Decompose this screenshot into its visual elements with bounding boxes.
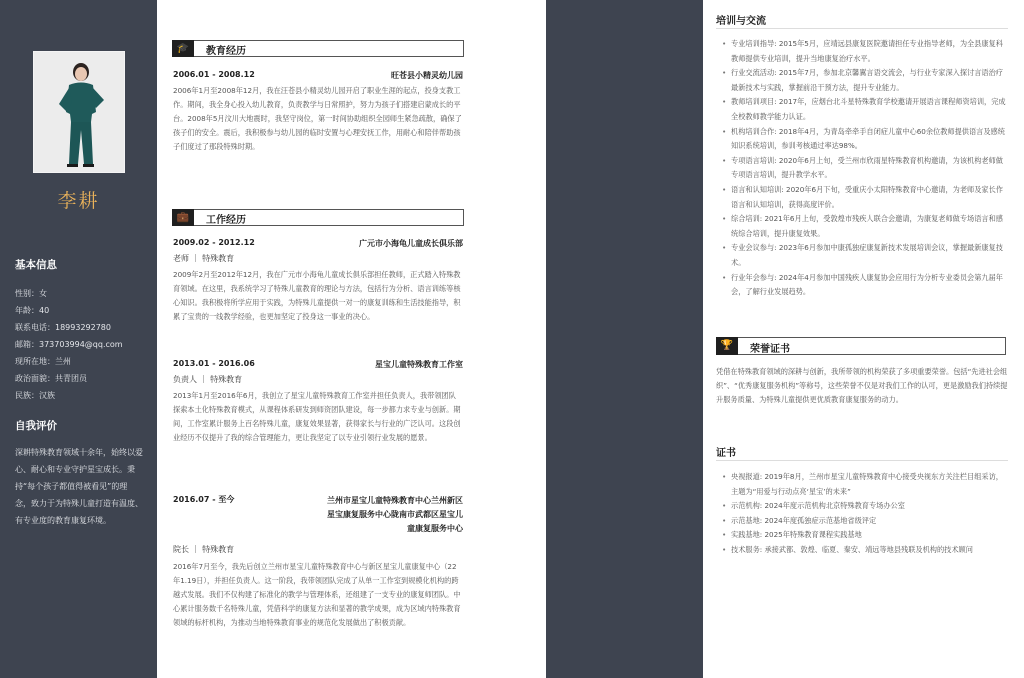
job-text: 2009年2月至2012年12月，我在广元市小海龟儿童成长俱乐部担任教师，正式踏入特殊教育领域。在这里，我系统学习了特殊儿童教育的理论与方法，包括行为分析、语言训练等核心知识。我积极将所学应用于实践，为特殊儿童提供一对一的康复训练和生活技能指导，积累了宝贵的一线教学经验，也更加坚定了投身这一事业的决心。 <box>173 270 461 321</box>
page-gap <box>478 0 546 678</box>
list-item: • 央视报道: 2019年8月，兰州市星宝儿童特殊教育中心接受央视东方关注栏目组采访，主题为“用爱与行动点亮‘星宝’的未来” <box>722 470 1008 499</box>
honor-section-header <box>716 337 1006 355</box>
location: 现所在地：兰州 <box>15 357 71 366</box>
job-org: 星宝儿童特殊教育工作室 <box>375 360 463 369</box>
list-item: • 专项语言培训: 2020年6月上旬，受兰州市欣雨星特殊教育机构邀请，为该机构老师做专项语言培训，提升教学水平。 <box>722 154 1008 183</box>
list-item: • 专业培训指导: 2015年5月，应靖远县康复医院邀请担任专业指导老师，为全县康复科教师提供专业培训，提升当地康复治疗水平。 <box>722 37 1008 66</box>
certificates-title: 证书 <box>716 448 736 459</box>
job-period: 2013.01 - 2016.06 <box>173 359 255 368</box>
education-section-header <box>172 40 464 57</box>
list-item: • 示范基地: 2024年度孤独症示范基地省级评定 <box>722 514 1008 529</box>
job-role: 老师 ｜ 特殊教育 <box>173 254 235 263</box>
basic-info-list <box>15 285 123 404</box>
honor-text: 凭借在特殊教育领域的深耕与创新，我所带领的机构荣获了多项重要荣誉。包括“先进社会组织”、“优秀康复服务机构”等称号，这些荣誉不仅是对我们工作的认可，更是激励我们持续提升服务质量、为特殊儿童提供更优质教育康复服务的动力。 <box>716 367 1008 404</box>
job-text: 2016年7月至今，我先后创立兰州市星宝儿童特殊教育中心与新区星宝儿童康复中心（22年1.19日），并担任负责人。这一阶段，我带领团队完成了从单一工作室到规模化机构的跨越式发展。我们不仅构建了标准化的教学与管理体系，还组建了一支专业的康复师团队。中心累计服务数千名特殊儿童，凭借科学的康复方法和显著的教学成果，成为区域内特殊教育领域的标杆机构，为推动当地特殊教育事业的规范化发展做出了积极贡献。 <box>173 562 461 627</box>
job-row-1 <box>173 238 463 247</box>
work-section-header <box>172 209 464 226</box>
gender: 性别：女 <box>15 289 47 298</box>
basic-info-title: 基本信息 <box>15 259 57 271</box>
list-item: • 技术服务: 承接武都、敦煌、临夏、秦安、靖远等地县残联及机构的技术顾问 <box>722 543 1008 558</box>
job-period: 2009.02 - 2012.12 <box>173 238 255 247</box>
phone: 联系电话：18993292780 <box>15 323 111 332</box>
divider <box>716 460 1008 461</box>
training-title: 培训与交流 <box>716 16 766 27</box>
certificates-list <box>722 470 1008 558</box>
list-item: • 综合培训: 2021年6月上旬，受敦煌市残疾人联合会邀请，为康复老师做专场语言和感统综合培训，提升康复效果。 <box>722 212 1008 241</box>
education-row <box>173 70 463 79</box>
list-item: • 教师培训项目: 2017年，应烟台北斗星特殊教育学校邀请开展语言课程师资培训，完成全校教师教学能力认证。 <box>722 95 1008 124</box>
job-role: 负责人 ｜ 特殊教育 <box>173 375 243 384</box>
email: 邮箱：373703994@qq.com <box>15 340 123 349</box>
divider <box>716 28 1008 29</box>
job-period: 2016.07 - 至今 <box>173 495 235 504</box>
job-org: 广元市小海龟儿童成长俱乐部 <box>359 239 463 248</box>
list-item: • 示范机构: 2024年度示范机构北京特殊教育专场办公室 <box>722 499 1008 514</box>
job-text: 2013年1月至2016年6月，我创立了星宝儿童特殊教育工作室并担任负责人，我带领团队探索本土化特殊教育模式，从课程体系研发到师资团队建设，每一步都力求专业与创新。期间，工作室累计服务上百名特殊儿童，康复效果显著，获得家长与行业的广泛认可。这段创业经历不仅提升了我的综合管理能力，更让我坚定了以专业引领行业发展的愿景。 <box>173 391 461 442</box>
sidebar <box>0 0 157 678</box>
self-evaluation-text: 深耕特殊教育领域十余年，始终以爱心、耐心和专业守护星宝成长。秉持“每个孩子都值得被看见”的理念，致力于为特殊儿童打造有温度、有专业度的教育康复环境。 <box>15 448 143 525</box>
list-item: • 专业会议参与: 2023年6月参加中康孤独症康复新技术发展培训会议，掌握最新康复技术。 <box>722 241 1008 270</box>
briefcase-icon: 💼 <box>172 209 194 226</box>
sidebar <box>546 0 703 678</box>
profile-photo <box>33 51 125 173</box>
job-org: 兰州市星宝儿童特殊教育中心兰州新区星宝康复服务中心陇南市武都区星宝儿童康复服务中心 <box>327 496 463 533</box>
education-period: 2006.01 - 2008.12 <box>173 70 255 79</box>
age: 年龄：40 <box>15 306 50 315</box>
list-item: • 实践基地: 2025年特殊教育课程实践基地 <box>722 528 1008 543</box>
list-item: • 机构培训合作: 2018年4月，为青岛牵牵手自闭症儿童中心60余位教师提供语言及感统知识系统培训，参训考核通过率达98%。 <box>722 125 1008 154</box>
job-row-3 <box>173 494 463 533</box>
person-name: 李耕 <box>57 190 100 212</box>
honor-title: 荣誉证书 <box>750 344 790 355</box>
person-portrait-icon <box>34 52 125 173</box>
self-evaluation-title: 自我评价 <box>15 420 57 432</box>
political-status: 政治面貌：共青团员 <box>15 374 87 383</box>
list-item: • 行业年会参与: 2024年4月参加中国残疾人康复协会应用行为分析专业委员会第九届年会，了解行业发展趋势。 <box>722 271 1008 300</box>
graduation-cap-icon: 🎓 <box>172 40 194 57</box>
list-item: • 行业交流活动: 2015年7月，参加北京馨翼言语交流会，与行业专家深入探讨言语治疗最新技术与实践，掌握前沿干预方法，提升专业能力。 <box>722 66 1008 95</box>
job-row-2 <box>173 359 463 368</box>
education-text: 2006年1月至2008年12月，我在汪苍县小精灵幼儿园开启了职业生涯的起点，投身支教工作。期间，我全身心投入幼儿教育，负责教学与日常照护，努力为孩子们搭建启蒙成长的平台。2008年5月汶川大地震时，我坚守岗位，第一时间协助组织全园师生紧急疏散，确保了孩子们的安全。震后，我积极参与幼儿园的临时安置与心理安抚工作，用耐心和陪伴帮助孩子们度过了那段特殊时期。 <box>173 86 462 151</box>
training-list <box>722 37 1008 300</box>
work-title: 工作经历 <box>206 215 246 226</box>
list-item: • 语言和认知培训: 2020年6月下旬，受重庆小太阳特殊教育中心邀请，为老师及家长作语言和认知培训，获得高度评价。 <box>722 183 1008 212</box>
trophy-icon: 🏆 <box>716 337 738 355</box>
education-title: 教育经历 <box>206 46 246 57</box>
resume-page-1 <box>0 0 478 678</box>
job-role: 院长 ｜ 特殊教育 <box>173 545 235 554</box>
education-org: 旺苍县小精灵幼儿园 <box>391 71 463 80</box>
ethnicity: 民族：汉族 <box>15 391 55 400</box>
